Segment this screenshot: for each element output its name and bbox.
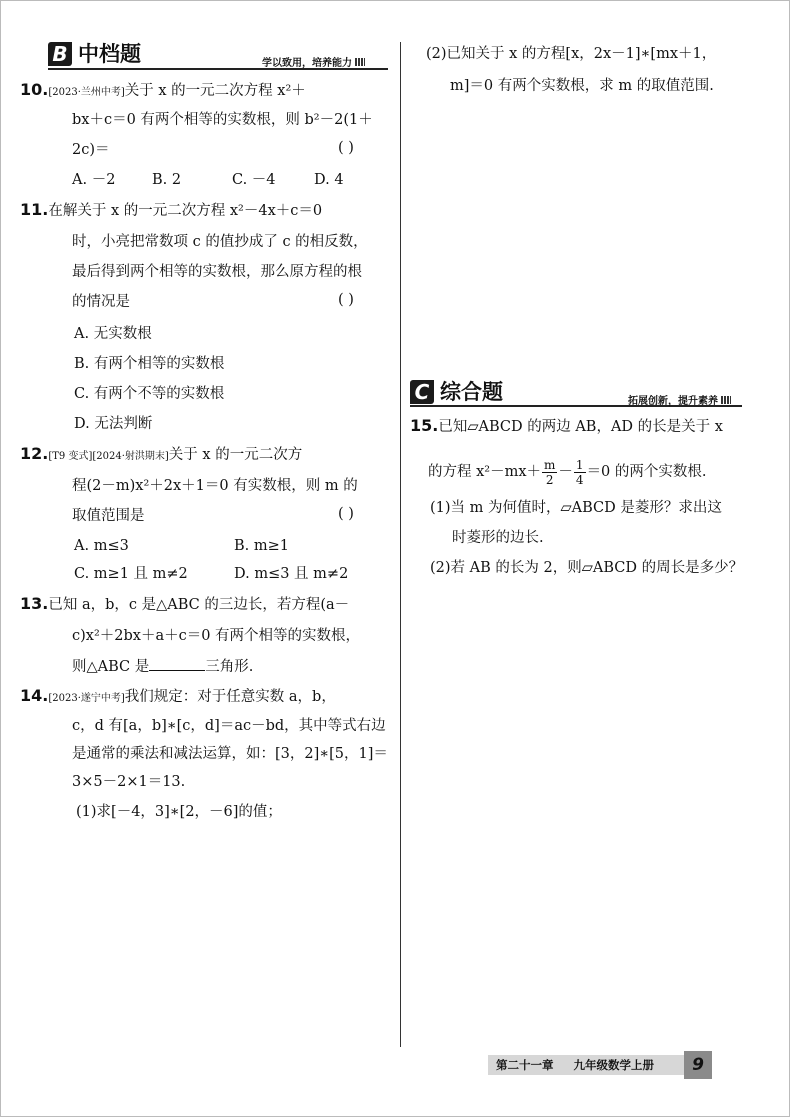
q13-line3: [72, 656, 253, 677]
q11-option-b: B. 有两个相等的实数根: [74, 356, 225, 372]
q11-number: 11.: [20, 200, 49, 219]
q10-answer-paren: ( ): [338, 140, 354, 156]
q10-line1: [20, 80, 306, 103]
q13-text3b: 三角形.: [205, 659, 254, 675]
q15-text2a: 的方程 x²－mx＋: [428, 464, 542, 480]
q11-answer-paren: ( ): [338, 292, 354, 308]
q10-option-d: D. 4: [314, 172, 344, 188]
q12-source: [T9 变式][2024·射洪期末]: [48, 451, 169, 462]
q14-part2-line2: m]＝0 有两个实数根，求 m 的取值范围.: [450, 78, 714, 94]
q15-text1: 已知▱ABCD 的两边 AB，AD 的长是关于 x: [438, 419, 723, 435]
q15-line1: [410, 416, 723, 437]
q15-frac1-num: m: [544, 457, 556, 472]
q15-minus: －: [558, 464, 573, 480]
column-divider: [400, 42, 401, 1047]
q13-text1: 已知 a，b，c 是△ABC 的三边长，若方程(a－: [48, 597, 350, 613]
footer-bar: [488, 1055, 684, 1075]
q10-option-b: B. 2: [152, 172, 182, 188]
q15-frac1-den: 2: [545, 472, 554, 487]
q12-option-d: D. m≤3 且 m≠2: [234, 566, 349, 582]
q14-number: 14.: [20, 686, 49, 705]
section-b-slogan-text: 学以致用，培养能力: [262, 58, 352, 69]
q11-option-d: D. 无法判断: [74, 416, 153, 432]
q15-part1-line1: (1)当 m 为何值时，▱ABCD 是菱形？求出这: [430, 500, 722, 516]
q13-answer-blank[interactable]: [149, 656, 205, 671]
q11-line3: 最后得到两个相等的实数根，那么原方程的根: [72, 264, 362, 280]
q15-text2b: ＝0 的两个实数根.: [586, 464, 707, 480]
q10-source: [2023·兰州中考]: [48, 87, 125, 98]
q10-line2: bx＋c＝0 有两个相等的实数根，则 b²－2(1＋: [72, 112, 373, 128]
section-b-title: 中档题: [78, 42, 141, 66]
section-c-slogan-text: 拓展创新，提升素养: [628, 396, 718, 407]
slogan-icon: [355, 58, 365, 66]
q14-line3: 是通常的乘法和减法运算，如：[3，2]∗[5，1]＝: [72, 746, 388, 762]
section-c-badge: C: [410, 380, 434, 404]
q11-line2: 时，小亮把常数项 c 的值抄成了 c 的相反数，: [72, 234, 368, 250]
q12-line2: 程(2－m)x²＋2x＋1＝0 有实数根，则 m 的: [72, 478, 358, 494]
q14-part2-line1: (2)已知关于 x 的方程[x，2x－1]∗[mx＋1，: [426, 46, 717, 62]
page-number: 9: [684, 1051, 712, 1079]
q12-option-c: C. m≥1 且 m≠2: [74, 566, 188, 582]
q13-number: 13.: [20, 594, 49, 613]
q15-line2: [428, 456, 707, 488]
q11-option-c: C. 有两个不等的实数根: [74, 386, 225, 402]
footer-chapter: 第二十一章: [496, 1058, 554, 1072]
page-footer: [488, 1051, 714, 1081]
q12-number: 12.: [20, 444, 49, 463]
q12-option-b: B. m≥1: [234, 538, 289, 554]
q14-line1: [20, 686, 336, 709]
q10-option-c: C. －4: [232, 172, 276, 188]
q14-part1: (1)求[－4，3]∗[2，－6]的值；: [76, 804, 282, 820]
q13-line2: c)x²＋2bx＋a＋c＝0 有两个相等的实数根，: [72, 628, 361, 644]
q15-part2: (2)若 AB 的长为 2，则▱ABCD 的周长是多少？: [430, 560, 744, 576]
q11-line4: 的情况是: [72, 294, 130, 310]
q12-text1: 关于 x 的一元二次方: [168, 447, 303, 463]
q11-line1: [20, 200, 322, 221]
q10-option-a: A. －2: [72, 172, 116, 188]
slogan-icon: [721, 396, 731, 404]
section-b-header: [48, 42, 141, 66]
q10-text1: 关于 x 的一元二次方程 x²＋: [124, 83, 306, 99]
section-c-slogan: [628, 392, 731, 407]
q15-number: 15.: [410, 416, 439, 435]
q12-line3: 取值范围是: [72, 508, 145, 524]
q15-frac2-num: 1: [575, 457, 584, 472]
q15-fraction-1-over-4: [574, 458, 586, 487]
q13-line1: [20, 594, 349, 615]
q12-answer-paren: ( ): [338, 506, 354, 522]
footer-book: 九年级数学上册: [573, 1058, 655, 1072]
q15-part1-line2: 时菱形的边长.: [452, 530, 544, 546]
q15-fraction-m-over-2: [542, 458, 557, 487]
section-c-title: 综合题: [440, 380, 503, 404]
q14-text1: 我们规定：对于任意实数 a，b，: [124, 689, 336, 705]
q11-text1: 在解关于 x 的一元二次方程 x²－4x＋c＝0: [48, 203, 323, 219]
q12-option-a: A. m≤3: [74, 538, 129, 554]
section-b-slogan: [262, 54, 365, 69]
q10-number: 10.: [20, 80, 49, 99]
q14-line4: 3×5－2×1＝13.: [72, 774, 186, 790]
q14-source: [2023·遂宁中考]: [48, 693, 125, 704]
q13-text3a: 则△ABC 是: [72, 659, 150, 675]
q11-option-a: A. 无实数根: [74, 326, 152, 342]
q14-line2: c，d 有[a，b]∗[c，d]＝ac－bd，其中等式右边: [72, 718, 386, 734]
q10-line3: 2c)＝: [72, 142, 110, 158]
section-b-badge: B: [48, 42, 72, 66]
q12-line1: [20, 444, 302, 467]
q15-frac2-den: 4: [575, 472, 584, 487]
section-c-header: [410, 380, 503, 404]
